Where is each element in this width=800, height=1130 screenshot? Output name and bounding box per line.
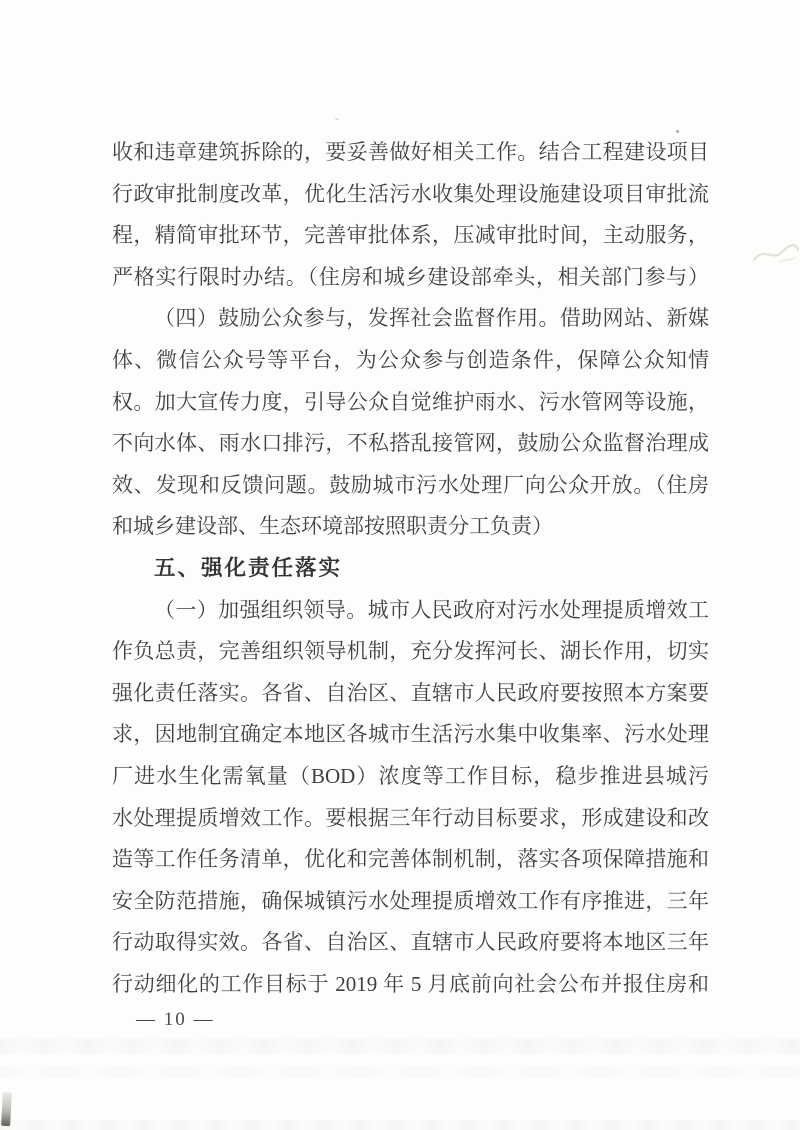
text-line: 安全防范措施，确保城镇污水处理提质增效工作有序推进，三年 <box>112 888 709 913</box>
text-line: 行政审批制度改革，优化生活污水收集处理设施建设项目审批流 <box>112 181 709 206</box>
text-line: （四）鼓励公众参与，发挥社会监督作用。借助网站、新媒 <box>154 306 709 331</box>
scan-noise-band <box>0 1038 800 1054</box>
text-line: 收和违章建筑拆除的，要妥善做好相关工作。结合工程建设项目 <box>112 140 709 164</box>
text-line: 作负总责，完善组织领导机制，充分发挥河长、湖长作用，切实 <box>112 639 709 664</box>
text-line: 水处理提质增效工作。要根据三年行动目标要求，形成建设和改 <box>112 805 709 830</box>
text-line: 严格实行限时办结。（住房和城乡建设部牵头，相关部门参与） <box>112 264 709 289</box>
section-heading: 五、强化责任落实 <box>154 555 343 580</box>
scan-smudge <box>1 1092 12 1126</box>
body-lines <box>112 132 709 1005</box>
text-line: 权。加大宣传力度，引导公众自觉维护雨水、污水管网等设施， <box>112 389 709 414</box>
text-line: 体、微信公众号等平台，为公众参与创造条件，保障公众知情 <box>112 347 709 372</box>
scan-speck <box>335 118 339 120</box>
text-line: 强化责任落实。各省、自治区、直辖市人民政府要按照本方案要 <box>112 680 709 705</box>
scan-speck <box>676 130 679 133</box>
scan-noise-band <box>0 1120 800 1130</box>
text-line: 行动取得实效。各省、自治区、直辖市人民政府要将本地区三年 <box>112 930 709 955</box>
text-line: 行动细化的工作目标于 2019 年 5 月底前向社会公布并报住房和 <box>112 971 709 996</box>
scan-noise-band <box>0 1066 800 1078</box>
pencil-mark <box>752 236 800 270</box>
text-line: 程，精简审批环节，完善审批体系，压减审批时间，主动服务， <box>112 223 709 248</box>
text-line: （一）加强组织领导。城市人民政府对污水处理提质增效工 <box>154 597 709 622</box>
text-line: 和城乡建设部、生态环境部按照职责分工负责） <box>112 514 553 539</box>
text-line: 造等工作任务清单，优化和完善体制机制，落实各项保障措施和 <box>112 847 709 872</box>
page-number: — 10 — <box>136 1009 215 1030</box>
text-line: 厂进水生化需氧量（BOD）浓度等工作目标，稳步推进县城污 <box>112 763 709 788</box>
text-line: 求，因地制宜确定本地区各城市生活污水集中收集率、污水处理 <box>112 722 709 747</box>
text-line: 不向水体、雨水口排污，不私搭乱接管网，鼓励公众监督治理成 <box>112 431 709 456</box>
text-line: 效、发现和反馈问题。鼓励城市污水处理厂向公众开放。（住房 <box>112 472 709 497</box>
